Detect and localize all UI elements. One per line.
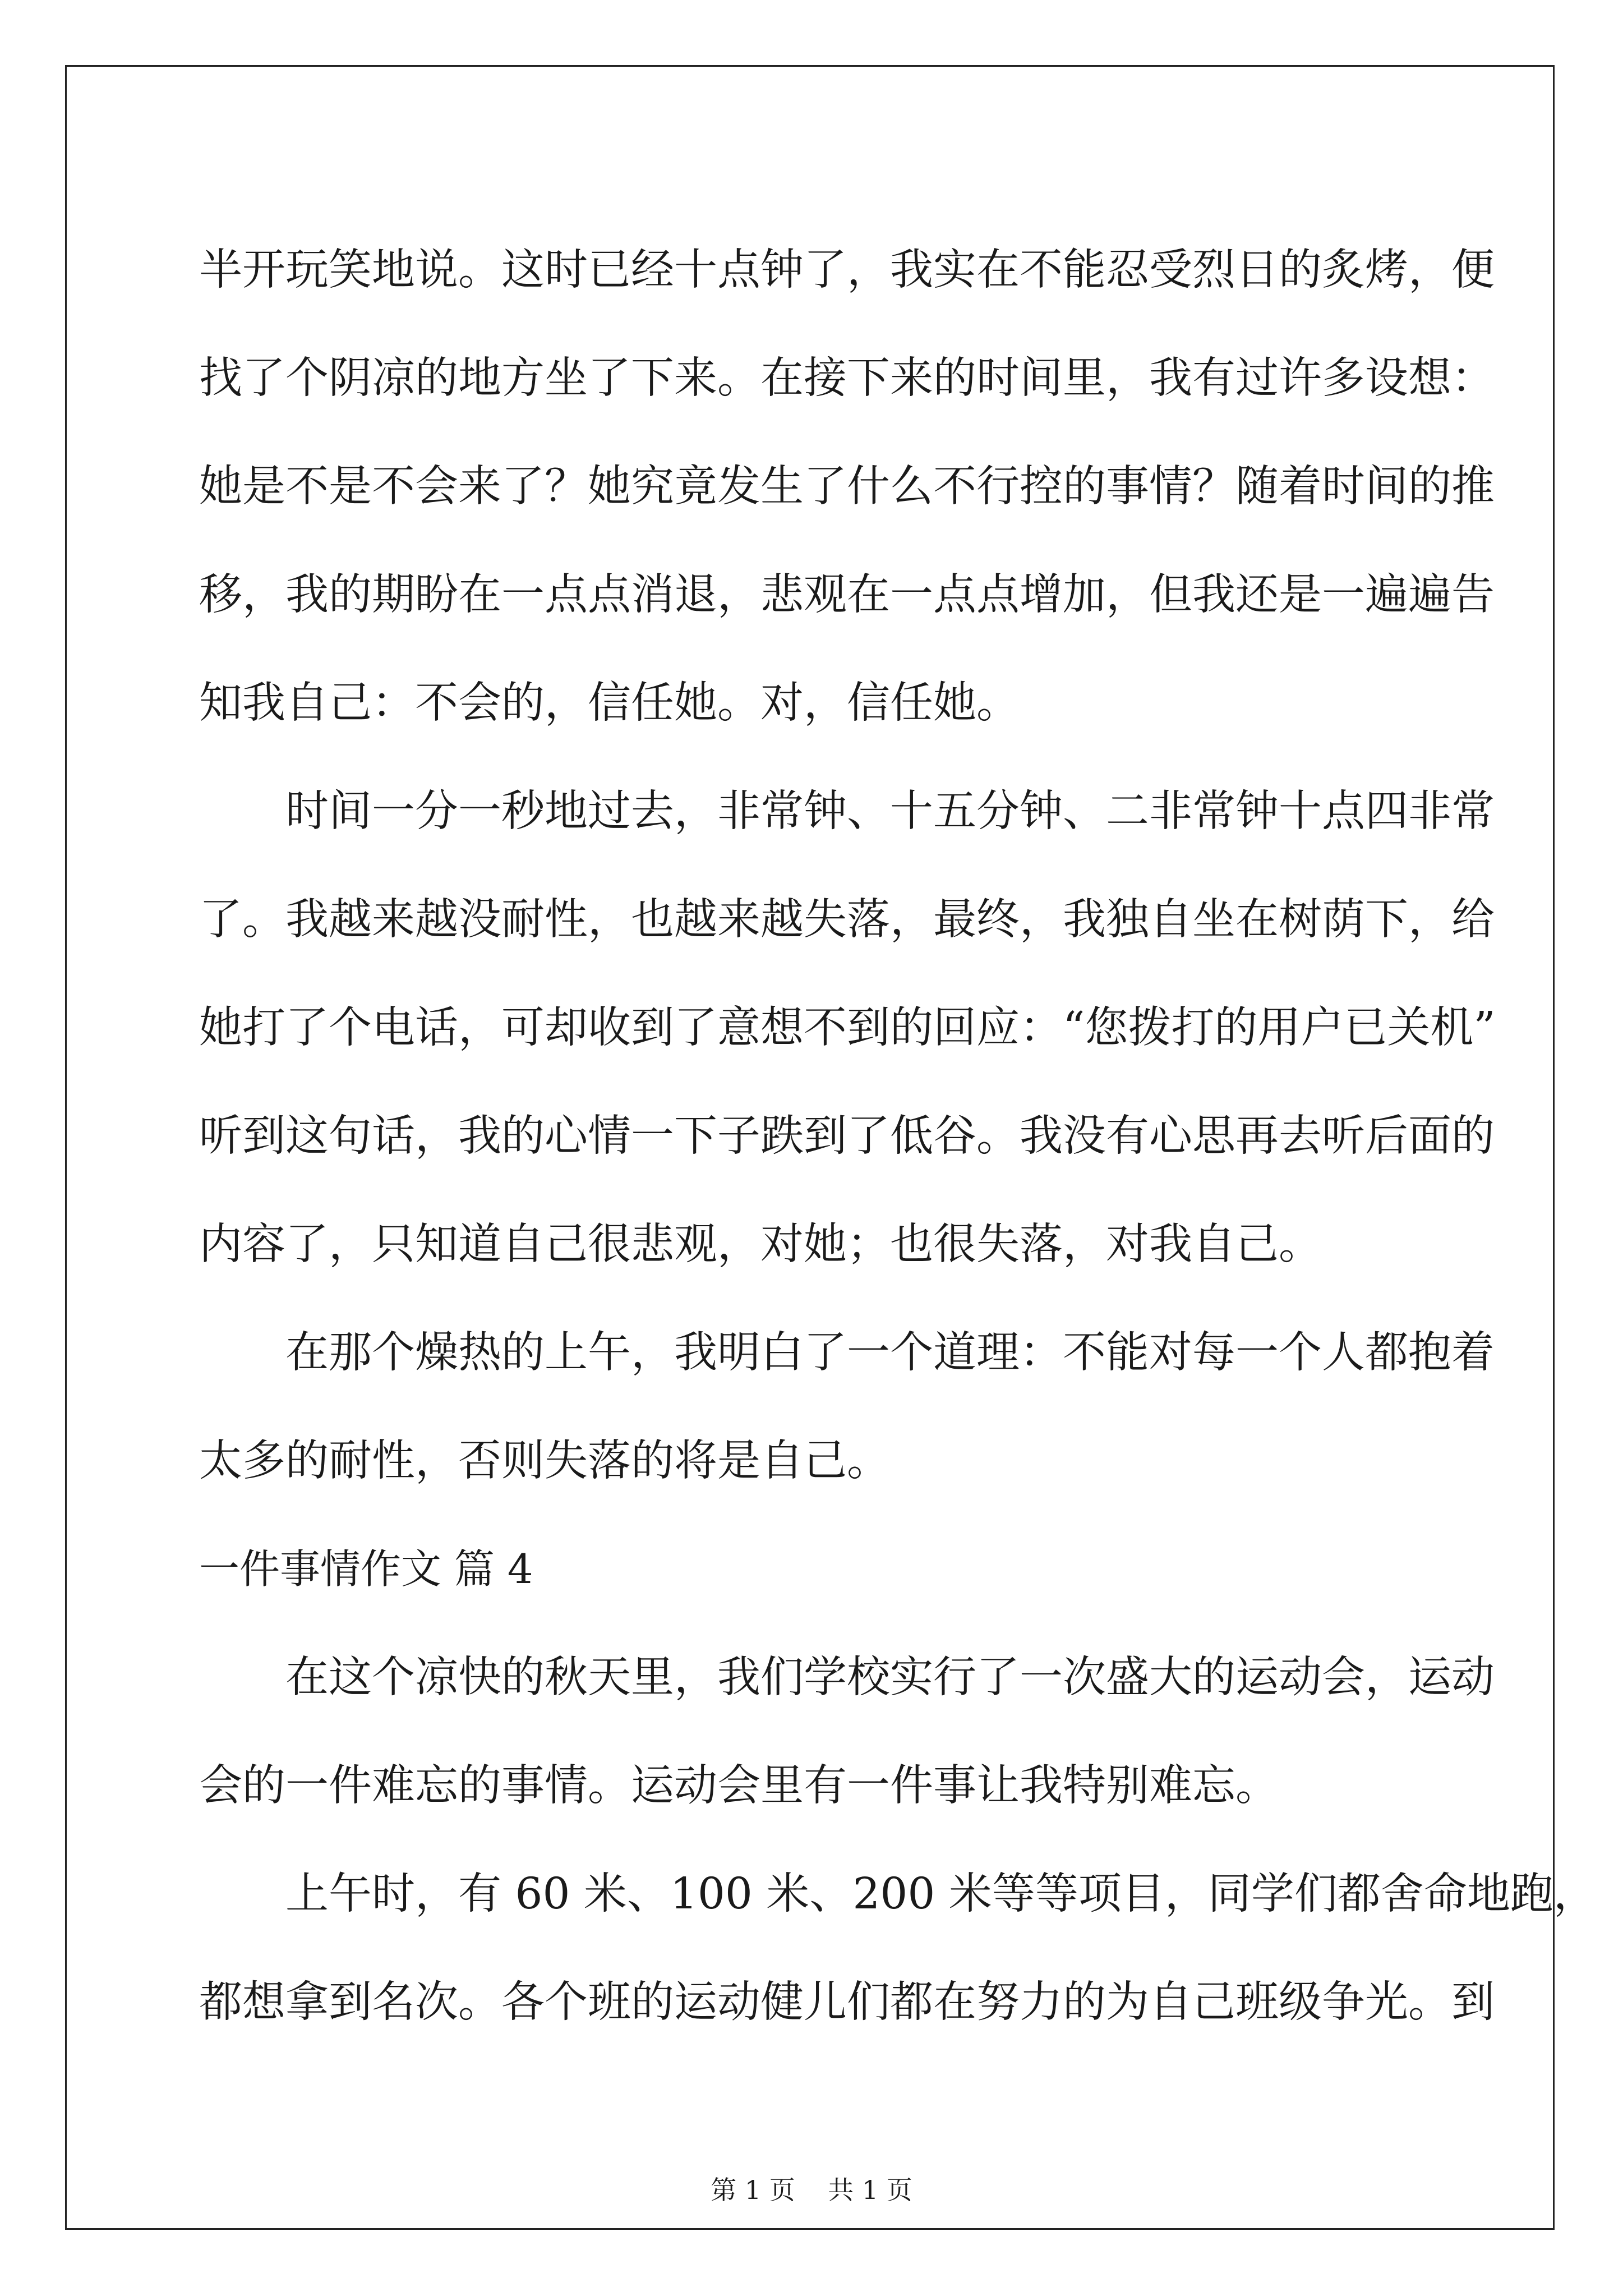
section-heading: 一件事情作文 篇 4 [199, 1545, 533, 1593]
text-line: 内容了，只知道自己很悲观，对她；也很失落，对我自己。 [199, 1220, 1322, 1269]
text-line: 半开玩笑地说。这时已经十点钟了，我实在不能忍受烈日的炙烤，便 [199, 245, 1495, 295]
page-number: 第 1 页 [711, 2175, 795, 2205]
text-line: 听到这句话，我的心情一下子跌到了低谷。我没有心思再去听后面的 [199, 1111, 1495, 1161]
text-line: 都想拿到名次。各个班的运动健儿们都在努力的为自己班级争光。到 [199, 1977, 1495, 2027]
text-line: 移，我的期盼在一点点消退，悲观在一点点增加，但我还是一遍遍告 [199, 570, 1495, 620]
text-line: 找了个阴凉的地方坐了下来。在接下来的时间里，我有过许多设想： [199, 353, 1495, 403]
page-footer [0, 2170, 1623, 2207]
paragraph-start-line: 上午时，有 60 米、100 米、200 米等等项目，同学们都舍命地跑， [285, 1869, 1597, 1919]
text-line: 她是不是不会来了？她究竟发生了什么不行控的事情？随着时间的推 [199, 462, 1495, 512]
paragraph-start-line: 时间一分一秒地过去，非常钟、十五分钟、二非常钟十点四非常 [285, 786, 1495, 836]
text-line: 太多的耐性，否则失落的将是自己。 [199, 1436, 890, 1486]
total-pages: 共 1 页 [828, 2175, 912, 2205]
paragraph-start-line: 在这个凉快的秋天里，我们学校实行了一次盛大的运动会，运动 [285, 1653, 1495, 1703]
text-line: 了。我越来越没耐性，也越来越失落，最终，我独自坐在树荫下，给 [199, 895, 1495, 945]
document-body [199, 216, 1597, 2056]
paragraph-start-line: 在那个燥热的上午，我明白了一个道理：不能对每一个人都抱着 [285, 1328, 1495, 1378]
text-line: 知我自己：不会的，信任她。对，信任她。 [199, 678, 1020, 728]
text-line: 会的一件难忘的事情。运动会里有一件事让我特别难忘。 [199, 1761, 1279, 1811]
text-line: 她打了个电话，可却收到了意想不到的回应：“您拨打的用户已关机” [199, 1003, 1496, 1053]
